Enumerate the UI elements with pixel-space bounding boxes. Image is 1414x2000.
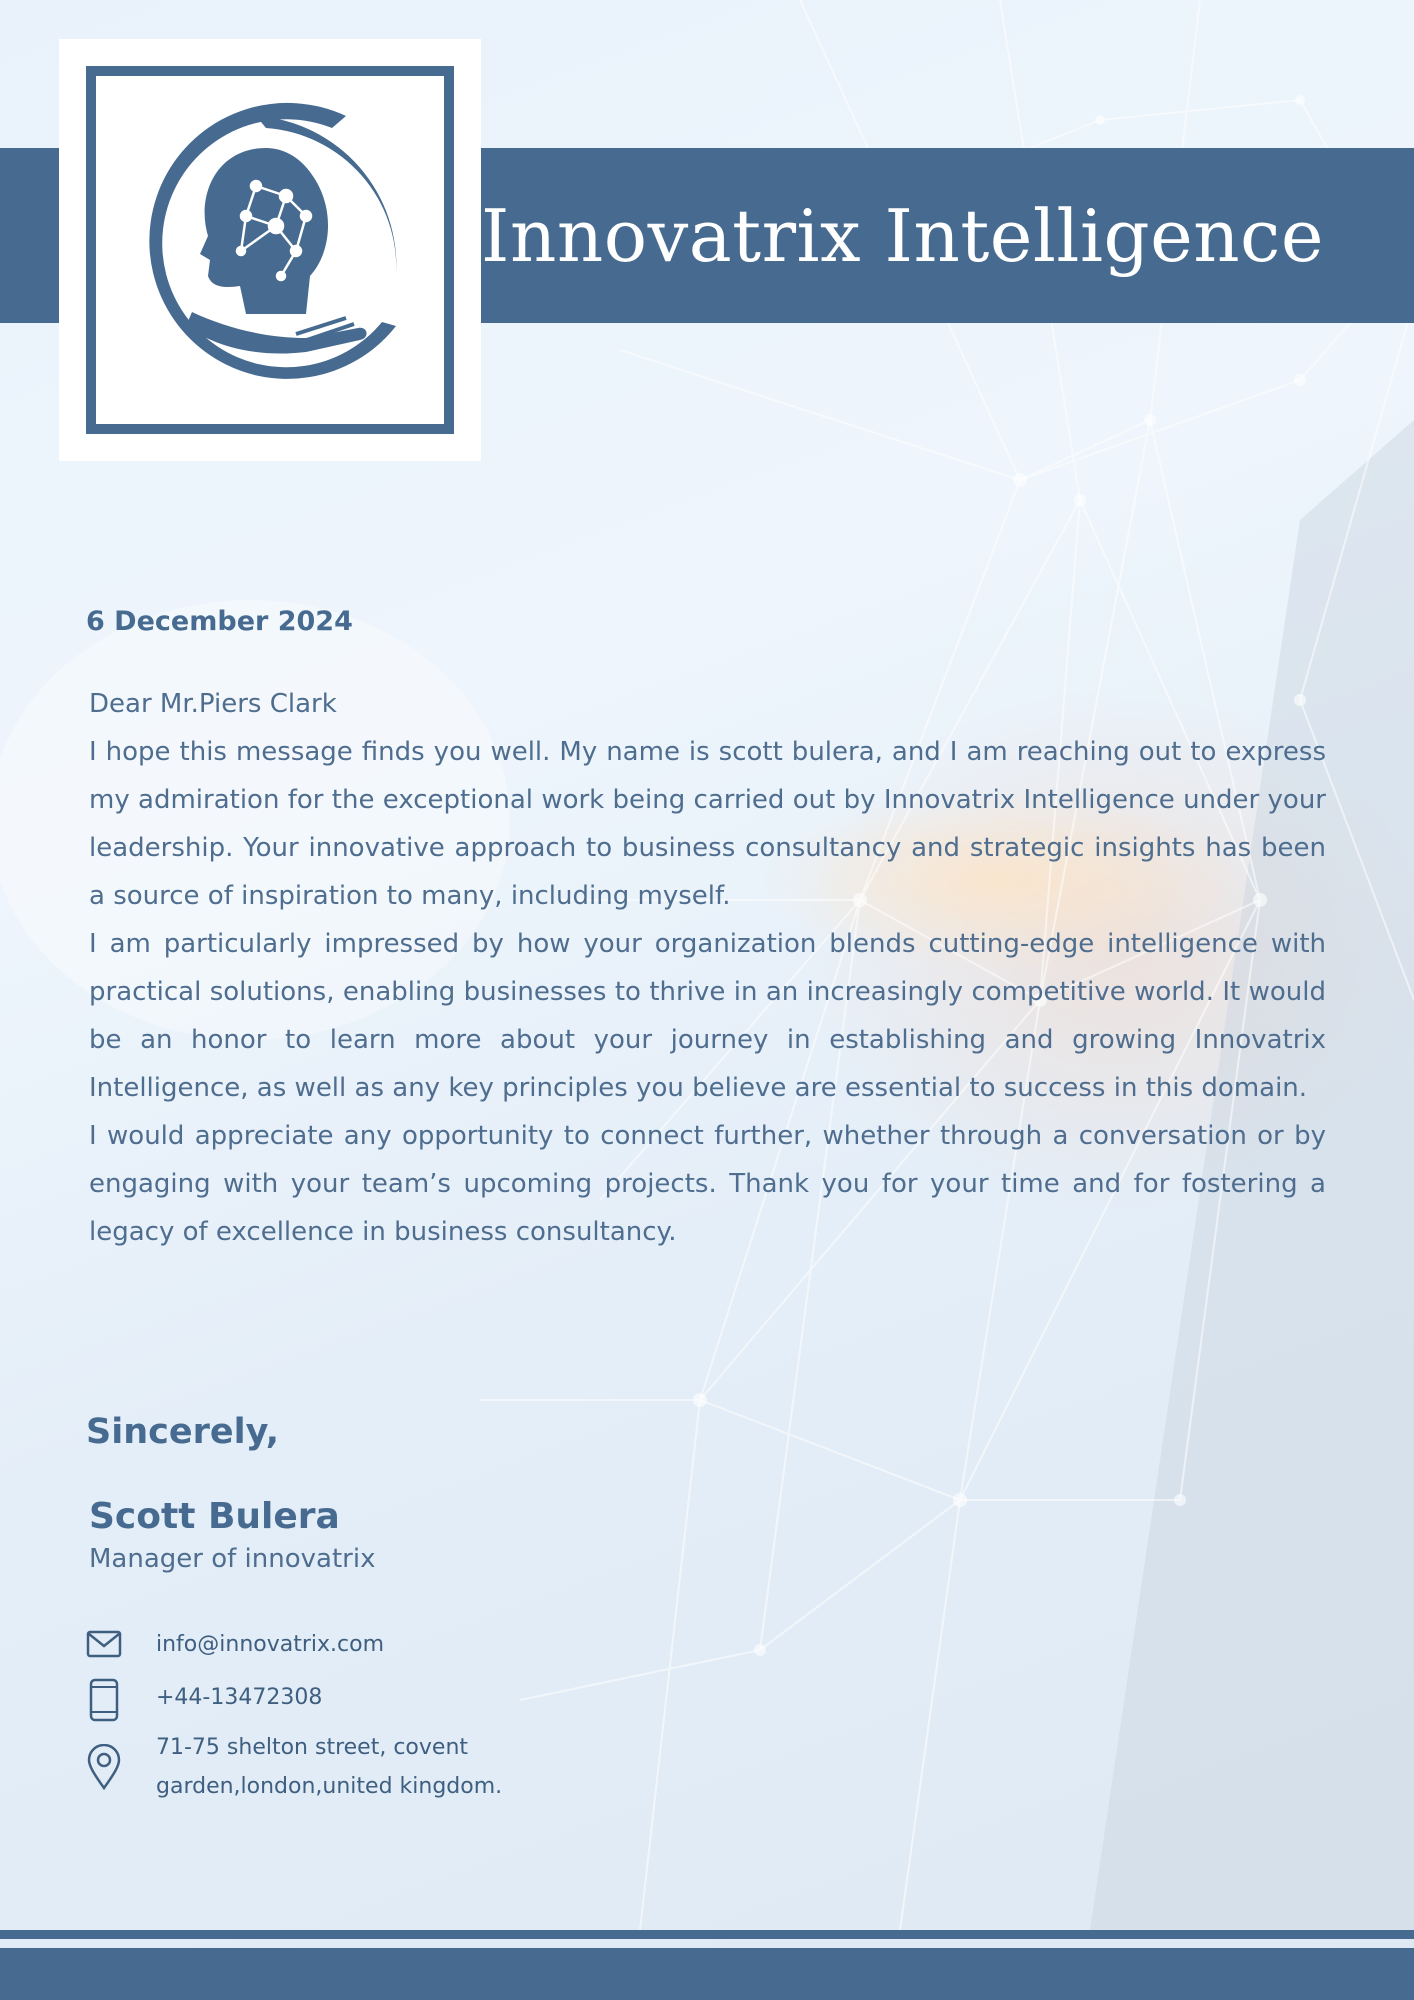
- phone-number[interactable]: +44-13472308: [156, 1685, 323, 1710]
- closing: Sincerely,: [86, 1412, 279, 1452]
- location-pin-icon: [86, 1744, 122, 1790]
- signature-title: Manager of innovatrix: [89, 1544, 376, 1574]
- address-line-1: 71-75 shelton street, covent: [156, 1735, 469, 1760]
- email-link[interactable]: info@innovatrix.com: [156, 1632, 385, 1657]
- address: [156, 1728, 502, 1806]
- contact-address: [86, 1728, 686, 1806]
- paragraph: I would appreciate any opportunity to connect further, whether through a conversation or by engaging with your team’s upcoming projects. Thank you for your time and for fostering a legacy of excellence in business consultancy.: [89, 1121, 1326, 1247]
- signature-name: Scott Bulera: [89, 1496, 340, 1537]
- contact-email: [86, 1625, 686, 1664]
- salutation: Dear Mr.Piers Clark: [89, 689, 337, 719]
- logo-frame: [86, 66, 454, 434]
- letter-date: 6 December 2024: [86, 606, 353, 637]
- footer-bar: [0, 1948, 1414, 2000]
- company-name: Innovatrix Intelligence: [481, 193, 1324, 278]
- address-line-2: garden,london,united kingdom.: [156, 1774, 503, 1799]
- envelope-icon: [86, 1625, 122, 1661]
- letter-body: [89, 680, 1326, 1256]
- mobile-phone-icon: [86, 1678, 122, 1722]
- paragraph: I am particularly impressed by how your organization blends cutting-edge intelligence with practical solutions, enabling businesses to thrive in an increasingly competitive world. It would be an honor to learn more about your journey in establishing and growing Innovatrix Intelligence, as well as any key principles you believe are essential to success in this domain.: [89, 929, 1326, 1103]
- logo: [59, 39, 481, 461]
- paragraph: I hope this message finds you well. My name is scott bulera, and I am reaching out to express my admiration for the exceptional work being carried out by Innovatrix Intelligence under your leadership. Your innovative approach to business consultancy and strategic insights has been a source of inspiration to many, including myself.: [89, 737, 1326, 911]
- footer-divider: [0, 1930, 1414, 1939]
- contact-phone: [86, 1678, 686, 1722]
- head-with-neural-network-and-hand-icon: [96, 76, 464, 444]
